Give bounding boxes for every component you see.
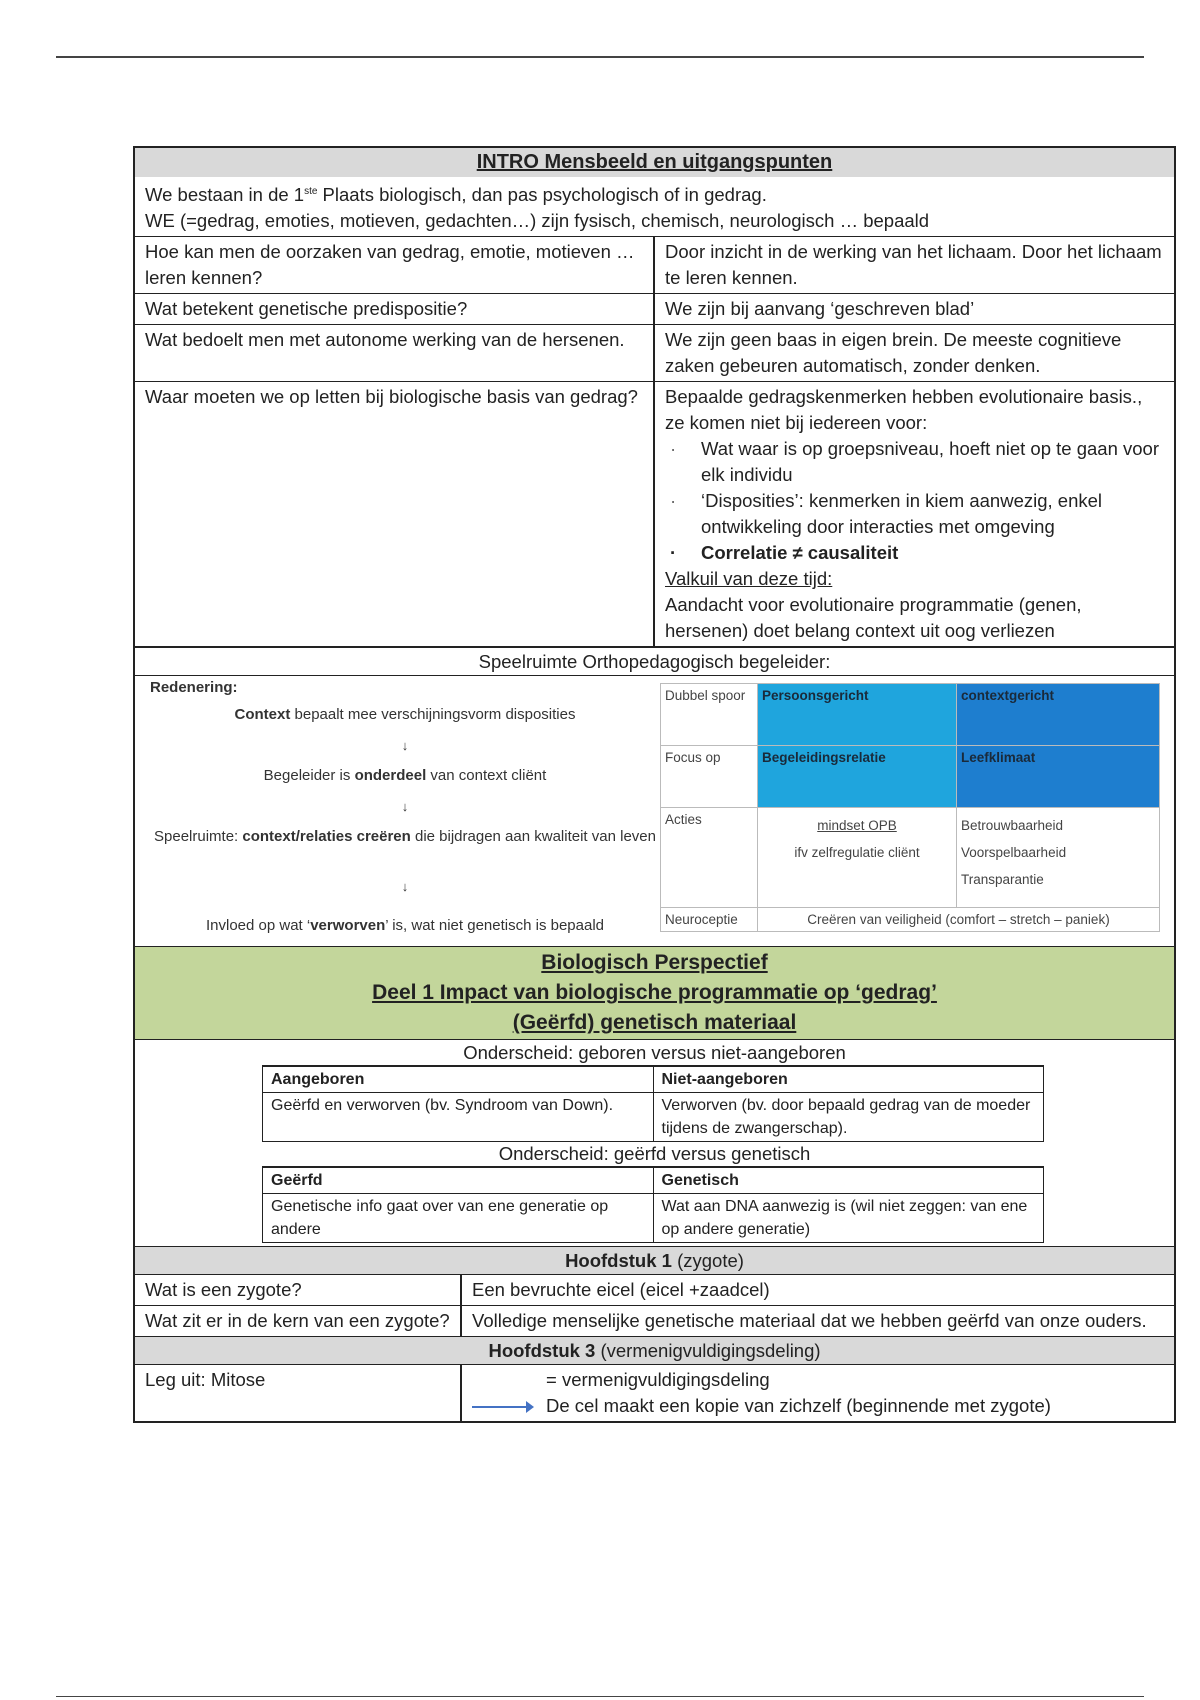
question: Waar moeten we op letten bij biologische basis van gedrag? bbox=[135, 382, 655, 646]
qa-row: Wat is een zygote? Een bevruchte eicel (eicel +zaadcel) bbox=[135, 1275, 1174, 1306]
hoofdstuk-3-header: Hoofdstuk 3 (vermenigvuldigingsdeling) bbox=[135, 1337, 1174, 1365]
arrow-down-icon: ↓ bbox=[401, 738, 409, 754]
arrow-down-icon: ↓ bbox=[401, 799, 409, 815]
dubbel-spoor-grid: Dubbel spoor Persoonsgericht contextgericht Focus op Begeleidingsrelatie Leefklimaat Acties mindset OPB ifv zelfregulatie cliënt Betrouwbaarheid Voorspelbaarheid Transparantie Neuroceptie Creëren van veiligheid (comfort – stretch – paniek) bbox=[660, 683, 1160, 932]
answer: Door inzicht in de werking van het lichaam. Door het lichaam te leren kennen. bbox=[665, 241, 1162, 289]
speelruimte-title: Speelruimte Orthopedagogisch begeleider: bbox=[135, 648, 1174, 676]
qa-row: Leg uit: Mitose = vermenigvuldigingsdeling De cel maakt een kopie van zichzelf (beginnende met zygote) bbox=[135, 1365, 1174, 1421]
document-table bbox=[133, 146, 1176, 1423]
answer: We zijn geen baas in eigen brein. De meeste cognitieve zaken gebeuren automatisch, zonder denken. bbox=[665, 329, 1122, 377]
qa-row: Wat zit er in de kern van een zygote? Volledige menselijke genetische materiaal dat we hebben geërfd van onze ouders. bbox=[135, 1306, 1174, 1337]
bio-basis-row bbox=[135, 382, 1174, 648]
footer-rule bbox=[56, 1696, 1144, 1697]
onderscheid-section: Onderscheid: geboren versus niet-aangeboren Aangeboren Niet-aangeboren Geërfd en verworven (bv. Syndroom van Down). Verworven (bv. door bepaald gedrag van de moeder tijdens de zwangerschap). Onderscheid: geërfd versus genetisch Geërfd Genetisch Genetische info gaat over van ene generatie op andere Wat aan DNA aanwezig is (wil niet zeggen: van ene op andere generatie) bbox=[135, 1040, 1174, 1247]
answer: We zijn bij aanvang ‘geschreven blad’ bbox=[665, 298, 975, 320]
qa-row bbox=[135, 237, 1174, 294]
list-item: · Correlatie ≠ causaliteit bbox=[665, 540, 1164, 566]
qa-row bbox=[135, 325, 1174, 382]
intro-line-2: WE (=gedrag, emoties, motieven, gedachten…) zijn fysisch, chemisch, neurologisch … bepaald bbox=[145, 210, 930, 232]
answer: Bepaalde gedragskenmerken hebben evolutionaire basis., ze komen niet bij iedereen voor: · Wat waar is op groepsniveau, hoeft niet op te gaan voor elk individu · ‘Disposities’: kenmerken in kiem aanwezig, enkel ontwikkeling door interacties met omgeving · Correlatie ≠ causaliteit Valkuil van deze tijd: Aandacht voor evolutionaire programmatie (genen, hersenen) doet belang context uit oog verliezen bbox=[655, 382, 1174, 646]
list-item: · ‘Disposities’: kenmerken in kiem aanwezig, enkel ontwikkeling door interacties met omgeving bbox=[665, 488, 1164, 540]
question: Hoe kan men de oorzaken van gedrag, emotie, motieven … leren kennen? bbox=[135, 237, 655, 293]
valkuil-text: Aandacht voor evolutionaire programmatie (genen, hersenen) doet belang context uit oog verliezen bbox=[665, 594, 1082, 642]
valkuil-title: Valkuil van deze tijd: bbox=[665, 568, 833, 590]
qa-row bbox=[135, 294, 1174, 325]
intro-statement: We bestaan in de 1ste Plaats biologisch, dan pas psychologisch of in gedrag. WE (=gedrag, emoties, motieven, gedachten…) zijn fysisch, chemisch, neurologisch … bepaald bbox=[135, 177, 1174, 237]
arrow-right-icon bbox=[472, 1406, 528, 1408]
arrow-down-icon: ↓ bbox=[401, 879, 409, 895]
question: Wat betekent genetische predispositie? bbox=[135, 294, 655, 324]
speelruimte-body bbox=[135, 676, 1174, 946]
redenering: Redenering: Context bepaalt mee verschijningsvorm disposities ↓ Begeleider is onderdeel van context cliënt ↓ Speelruimte: context/relaties creëren die bijdragen aan kwaliteit van leven ↓ Invloed op wat ‘verworven’ is, wat niet genetisch is bepaald bbox=[135, 676, 660, 946]
geerfd-table: Geërfd Genetisch Genetische info gaat over van ene generatie op andere Wat aan DNA aanwezig is (wil niet zeggen: van ene op andere generatie) bbox=[262, 1166, 1044, 1243]
intro-title: INTRO Mensbeeld en uitgangspunten bbox=[135, 148, 1174, 177]
bullet-list bbox=[665, 436, 1164, 566]
header-rule bbox=[56, 56, 1144, 58]
list-item: · Wat waar is op groepsniveau, hoeft niet op te gaan voor elk individu bbox=[665, 436, 1164, 488]
aangeboren-table: Aangeboren Niet-aangeboren Geërfd en verworven (bv. Syndroom van Down). Verworven (bv. door bepaald gedrag van de moeder tijdens de zwangerschap). bbox=[262, 1065, 1044, 1142]
bio-perspective-header: Biologisch Perspectief Deel 1 Impact van biologische programmatie op ‘gedrag’ (Geërfd) genetisch materiaal bbox=[135, 946, 1174, 1040]
question: Wat bedoelt men met autonome werking van de hersenen. bbox=[135, 325, 655, 381]
hoofdstuk-1-header: Hoofdstuk 1 (zygote) bbox=[135, 1247, 1174, 1275]
